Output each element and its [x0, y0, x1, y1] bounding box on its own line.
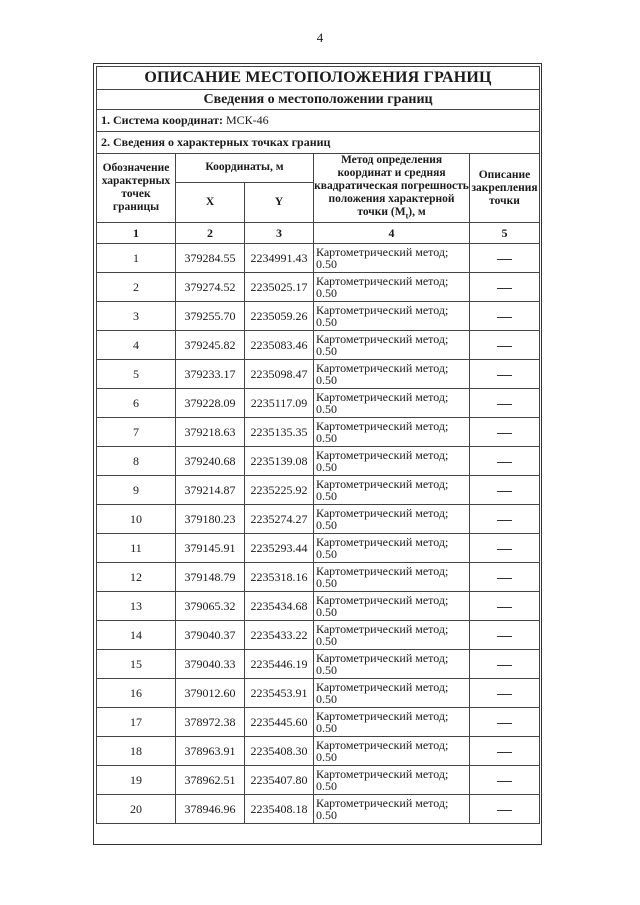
method-text: Картометрический метод; [316, 738, 449, 753]
dash-icon [497, 549, 512, 550]
dash-icon [497, 723, 512, 724]
method-text: Картометрический метод; [316, 680, 449, 695]
coordinate-y: 2235059.26 [245, 302, 314, 331]
col-header-x: X [176, 182, 245, 223]
accuracy-value: 0.50 [316, 750, 337, 765]
accuracy-value: 0.50 [316, 721, 337, 736]
dash-icon [497, 578, 512, 579]
dash-icon [497, 752, 512, 753]
dash-icon [497, 259, 512, 260]
table-row [97, 302, 540, 331]
coordinate-x: 379012.60 [176, 679, 245, 708]
coordinate-x: 379145.91 [176, 534, 245, 563]
description-cell [470, 708, 540, 737]
point-number: 16 [97, 679, 176, 708]
method-cell [314, 563, 470, 592]
document-title: ОПИСАНИЕ МЕСТОПОЛОЖЕНИЯ ГРАНИЦ [97, 67, 540, 90]
description-cell [470, 331, 540, 360]
method-text: Картометрический метод; [316, 361, 449, 376]
coordinate-system-value: МСК-46 [225, 113, 269, 127]
method-text: Картометрический метод; [316, 535, 449, 550]
table-row [97, 534, 540, 563]
coordinate-x: 379218.63 [176, 418, 245, 447]
accuracy-value: 0.50 [316, 634, 337, 649]
col-number-5: 5 [470, 223, 540, 244]
description-cell [470, 592, 540, 621]
accuracy-value: 0.50 [316, 373, 337, 388]
method-cell [314, 708, 470, 737]
accuracy-value: 0.50 [316, 431, 337, 446]
coordinate-x: 378972.38 [176, 708, 245, 737]
accuracy-value: 0.50 [316, 547, 337, 562]
table-row [97, 360, 540, 389]
description-cell [470, 273, 540, 302]
method-text: Картометрический метод; [316, 390, 449, 405]
col-number-2: 2 [176, 223, 245, 244]
accuracy-value: 0.50 [316, 576, 337, 591]
method-text: Картометрический метод; [316, 564, 449, 579]
coordinate-system-row [97, 110, 540, 132]
coordinate-x: 379214.87 [176, 476, 245, 505]
table-row [97, 766, 540, 795]
dash-icon [497, 607, 512, 608]
accuracy-value: 0.50 [316, 257, 337, 272]
coordinate-y: 2235453.91 [245, 679, 314, 708]
method-cell [314, 621, 470, 650]
description-cell [470, 505, 540, 534]
coordinate-y: 2235445.60 [245, 708, 314, 737]
point-number: 18 [97, 737, 176, 766]
coordinate-y: 2235408.30 [245, 737, 314, 766]
accuracy-value: 0.50 [316, 402, 337, 417]
description-cell [470, 766, 540, 795]
points-section-label: 2. Сведения о характерных точках границ [101, 135, 331, 149]
method-cell [314, 331, 470, 360]
table-row [97, 418, 540, 447]
dash-icon [497, 462, 512, 463]
coordinate-x: 378946.96 [176, 795, 245, 824]
point-number: 17 [97, 708, 176, 737]
table-row [97, 708, 540, 737]
coordinate-y: 2235434.68 [245, 592, 314, 621]
col-number-1: 1 [97, 223, 176, 244]
accuracy-value: 0.50 [316, 808, 337, 823]
method-cell [314, 302, 470, 331]
col-header-method [314, 154, 470, 223]
coordinate-x: 379240.68 [176, 447, 245, 476]
point-number: 3 [97, 302, 176, 331]
description-cell [470, 679, 540, 708]
table-row [97, 447, 540, 476]
coordinate-y: 2235407.80 [245, 766, 314, 795]
point-number: 7 [97, 418, 176, 447]
description-cell [470, 563, 540, 592]
method-cell [314, 244, 470, 273]
table-row [97, 331, 540, 360]
method-cell [314, 476, 470, 505]
coordinate-x: 379274.52 [176, 273, 245, 302]
point-number: 11 [97, 534, 176, 563]
method-text: Картометрический метод; [316, 622, 449, 637]
table-row [97, 621, 540, 650]
page-number: 4 [316, 30, 324, 45]
col-header-method-sub: t [405, 211, 409, 221]
description-cell [470, 621, 540, 650]
coordinate-y: 2235293.44 [245, 534, 314, 563]
coordinate-x: 379255.70 [176, 302, 245, 331]
coordinate-x: 379245.82 [176, 331, 245, 360]
accuracy-value: 0.50 [316, 692, 337, 707]
accuracy-value: 0.50 [316, 489, 337, 504]
point-number: 20 [97, 795, 176, 824]
coordinate-x: 378963.91 [176, 737, 245, 766]
accuracy-value: 0.50 [316, 605, 337, 620]
coordinate-x: 379284.55 [176, 244, 245, 273]
accuracy-value: 0.50 [316, 286, 337, 301]
table-row [97, 563, 540, 592]
col-header-method-text: Метод определения координат и средняя квадратическая погрешность положения характерной точки (М [314, 154, 469, 218]
accuracy-value: 0.50 [316, 663, 337, 678]
description-cell [470, 534, 540, 563]
dash-icon [497, 346, 512, 347]
description-cell [470, 447, 540, 476]
method-text: Картометрический метод; [316, 796, 449, 811]
document-frame [93, 63, 542, 845]
points-section-row [97, 132, 540, 154]
description-cell [470, 737, 540, 766]
method-cell [314, 534, 470, 563]
point-number: 6 [97, 389, 176, 418]
coordinate-x: 379148.79 [176, 563, 245, 592]
dash-icon [497, 317, 512, 318]
method-text: Картометрический метод; [316, 448, 449, 463]
coordinate-y: 2235139.08 [245, 447, 314, 476]
method-cell [314, 795, 470, 824]
col-number-4: 4 [314, 223, 470, 244]
method-text: Картометрический метод; [316, 709, 449, 724]
point-number: 15 [97, 650, 176, 679]
dash-icon [497, 810, 512, 811]
accuracy-value: 0.50 [316, 344, 337, 359]
coordinate-y: 2235117.09 [245, 389, 314, 418]
method-cell [314, 447, 470, 476]
method-text: Картометрический метод; [316, 274, 449, 289]
method-text: Картометрический метод; [316, 651, 449, 666]
description-cell [470, 650, 540, 679]
dash-icon [497, 375, 512, 376]
point-number: 2 [97, 273, 176, 302]
dash-icon [497, 665, 512, 666]
accuracy-value: 0.50 [316, 779, 337, 794]
boundary-table [96, 66, 540, 824]
accuracy-value: 0.50 [316, 460, 337, 475]
coordinate-y: 2235408.18 [245, 795, 314, 824]
method-cell [314, 389, 470, 418]
point-number: 19 [97, 766, 176, 795]
coordinate-system-label: 1. Система координат: [101, 113, 223, 127]
table-row [97, 389, 540, 418]
method-cell [314, 505, 470, 534]
accuracy-value: 0.50 [316, 518, 337, 533]
coordinate-x: 378962.51 [176, 766, 245, 795]
method-cell [314, 592, 470, 621]
col-header-y: Y [245, 182, 314, 223]
description-cell [470, 360, 540, 389]
col-header-method-end: ), м [408, 206, 426, 218]
method-cell [314, 737, 470, 766]
point-number: 10 [97, 505, 176, 534]
dash-icon [497, 636, 512, 637]
table-row [97, 273, 540, 302]
accuracy-value: 0.50 [316, 315, 337, 330]
point-number: 12 [97, 563, 176, 592]
method-text: Картометрический метод; [316, 477, 449, 492]
description-cell [470, 795, 540, 824]
dash-icon [497, 288, 512, 289]
dash-icon [497, 781, 512, 782]
coordinate-y: 2235135.35 [245, 418, 314, 447]
description-cell [470, 389, 540, 418]
table-row [97, 476, 540, 505]
point-number: 13 [97, 592, 176, 621]
col-header-description: Описание закрепления точки [470, 154, 540, 223]
coordinate-x: 379065.32 [176, 592, 245, 621]
coordinate-x: 379180.23 [176, 505, 245, 534]
point-number: 1 [97, 244, 176, 273]
dash-icon [497, 404, 512, 405]
method-cell [314, 766, 470, 795]
table-row [97, 592, 540, 621]
point-number: 14 [97, 621, 176, 650]
coordinate-y: 2235274.27 [245, 505, 314, 534]
method-cell [314, 360, 470, 389]
dash-icon [497, 433, 512, 434]
point-number: 5 [97, 360, 176, 389]
coordinate-y: 2235225.92 [245, 476, 314, 505]
method-cell [314, 418, 470, 447]
table-row [97, 244, 540, 273]
method-text: Картометрический метод; [316, 593, 449, 608]
table-row [97, 795, 540, 824]
coordinate-y: 2234991.43 [245, 244, 314, 273]
method-text: Картометрический метод; [316, 506, 449, 521]
dash-icon [497, 491, 512, 492]
method-text: Картометрический метод; [316, 245, 449, 260]
point-number: 8 [97, 447, 176, 476]
coordinate-y: 2235083.46 [245, 331, 314, 360]
coordinate-x: 379040.37 [176, 621, 245, 650]
dash-icon [497, 694, 512, 695]
col-number-3: 3 [245, 223, 314, 244]
method-text: Картометрический метод; [316, 419, 449, 434]
description-cell [470, 302, 540, 331]
coordinate-y: 2235318.16 [245, 563, 314, 592]
coordinate-y: 2235446.19 [245, 650, 314, 679]
col-header-designation: Обозначение характерных точек границы [97, 154, 176, 223]
table-row [97, 679, 540, 708]
coordinate-y: 2235025.17 [245, 273, 314, 302]
coordinate-x: 379233.17 [176, 360, 245, 389]
method-text: Картометрический метод; [316, 303, 449, 318]
method-cell [314, 273, 470, 302]
method-text: Картометрический метод; [316, 767, 449, 782]
col-header-coordinates: Координаты, м [176, 154, 314, 183]
document-subtitle: Сведения о местоположении границ [97, 90, 540, 110]
point-number: 4 [97, 331, 176, 360]
point-number: 9 [97, 476, 176, 505]
coordinate-x: 379228.09 [176, 389, 245, 418]
description-cell [470, 418, 540, 447]
method-text: Картометрический метод; [316, 332, 449, 347]
table-row [97, 650, 540, 679]
dash-icon [497, 520, 512, 521]
table-row [97, 505, 540, 534]
coordinate-y: 2235433.22 [245, 621, 314, 650]
method-cell [314, 650, 470, 679]
coordinate-y: 2235098.47 [245, 360, 314, 389]
table-row [97, 737, 540, 766]
coordinate-x: 379040.33 [176, 650, 245, 679]
description-cell [470, 476, 540, 505]
description-cell [470, 244, 540, 273]
method-cell [314, 679, 470, 708]
